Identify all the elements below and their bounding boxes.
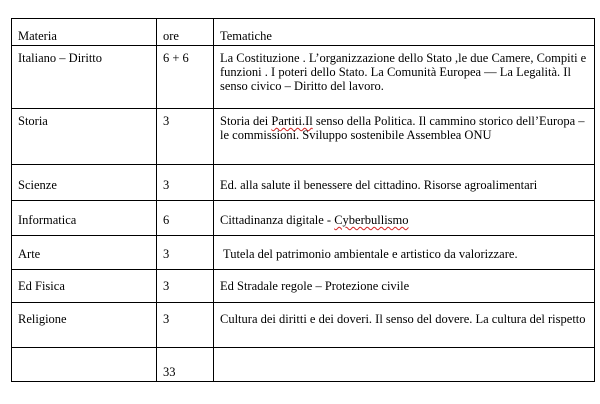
spellcheck-flagged-word: Partiti.Il <box>271 114 313 128</box>
table-row <box>12 109 595 165</box>
header-materia-label: Materia <box>18 29 57 43</box>
ore-cell <box>157 165 214 201</box>
total-row <box>12 348 595 382</box>
materia-text: Storia <box>18 114 48 128</box>
ore-cell <box>157 303 214 348</box>
tematiche-text-part: Cittadinanza digitale - <box>220 213 335 227</box>
ore-cell <box>157 109 214 165</box>
tematiche-text: Ed Stradale regole – Protezione civile <box>220 279 410 293</box>
total-label <box>12 348 156 365</box>
materia-cell <box>12 236 157 270</box>
table-row <box>12 165 595 201</box>
tematiche-text-part: Storia dei <box>220 114 272 128</box>
materia-cell <box>12 270 157 303</box>
ore-cell <box>157 46 214 109</box>
tematiche-cell <box>214 270 595 303</box>
table-row <box>12 46 595 109</box>
table-row <box>12 303 595 348</box>
ore-text: 3 <box>163 178 170 192</box>
total-tematiche <box>214 348 594 365</box>
materia-text: Arte <box>18 247 41 261</box>
header-cell-ore <box>157 19 214 46</box>
tematiche-cell <box>214 201 595 236</box>
ore-text: 3 <box>163 114 170 128</box>
table-row <box>12 236 595 270</box>
materia-text: Religione <box>18 312 67 326</box>
header-cell-tematiche <box>214 19 595 46</box>
tematiche-text-part: senso della Politica. Il cammino storico dell’Europa – le commissioni. Sviluppo sostenibile Assemblea ONU <box>220 114 585 142</box>
spellcheck-flagged-word: Cyberbullismo <box>334 213 409 227</box>
ore-cell <box>157 201 214 236</box>
tematiche-cell <box>214 236 595 270</box>
materia-cell <box>12 109 157 165</box>
total-empty-cell <box>214 348 595 382</box>
tematiche-text <box>214 109 594 142</box>
ore-cell <box>157 236 214 270</box>
tematiche-text: La Costituzione . L’organizzazione dello Stato ,le due Camere, Compiti e funzioni . I poteri dello Stato. La Comunità Europea — La Legalità. Il senso civico – Diritto del lavoro. <box>220 51 587 93</box>
ore-text: 3 <box>163 247 170 261</box>
total-ore-cell <box>157 348 214 382</box>
ore-text: 3 <box>163 279 170 293</box>
tematiche-cell <box>214 109 595 165</box>
tematiche-text: Tutela del patrimonio ambientale e artistico da valorizzare. <box>223 247 518 261</box>
tematiche-text: Cultura dei diritti e dei doveri. Il senso del dovere. La cultura del rispetto <box>220 312 586 326</box>
ore-text: 6 + 6 <box>163 51 189 65</box>
ore-cell <box>157 270 214 303</box>
curriculum-table <box>11 18 595 382</box>
materia-cell <box>12 46 157 109</box>
materia-cell <box>12 201 157 236</box>
materia-cell <box>12 165 157 201</box>
materia-text: Italiano – Diritto <box>18 51 103 65</box>
total-ore-value: 33 <box>163 365 176 379</box>
tematiche-cell <box>214 46 595 109</box>
table-row <box>12 201 595 236</box>
ore-text: 6 <box>163 213 170 227</box>
header-ore-label: ore <box>163 29 179 43</box>
materia-text: Scienze <box>18 178 57 192</box>
table-row <box>12 270 595 303</box>
tematiche-cell <box>214 165 595 201</box>
header-cell-materia <box>12 19 157 46</box>
materia-text: Informatica <box>18 213 77 227</box>
ore-text: 3 <box>163 312 170 326</box>
total-empty-cell <box>12 348 157 382</box>
header-tematiche-label: Tematiche <box>220 29 272 43</box>
materia-text: Ed Fisica <box>18 279 65 293</box>
tematiche-text <box>214 201 594 227</box>
tematiche-text: Ed. alla salute il benessere del cittadino. Risorse agroalimentari <box>220 178 538 192</box>
materia-cell <box>12 303 157 348</box>
tematiche-cell <box>214 303 595 348</box>
table-header-row <box>12 19 595 46</box>
